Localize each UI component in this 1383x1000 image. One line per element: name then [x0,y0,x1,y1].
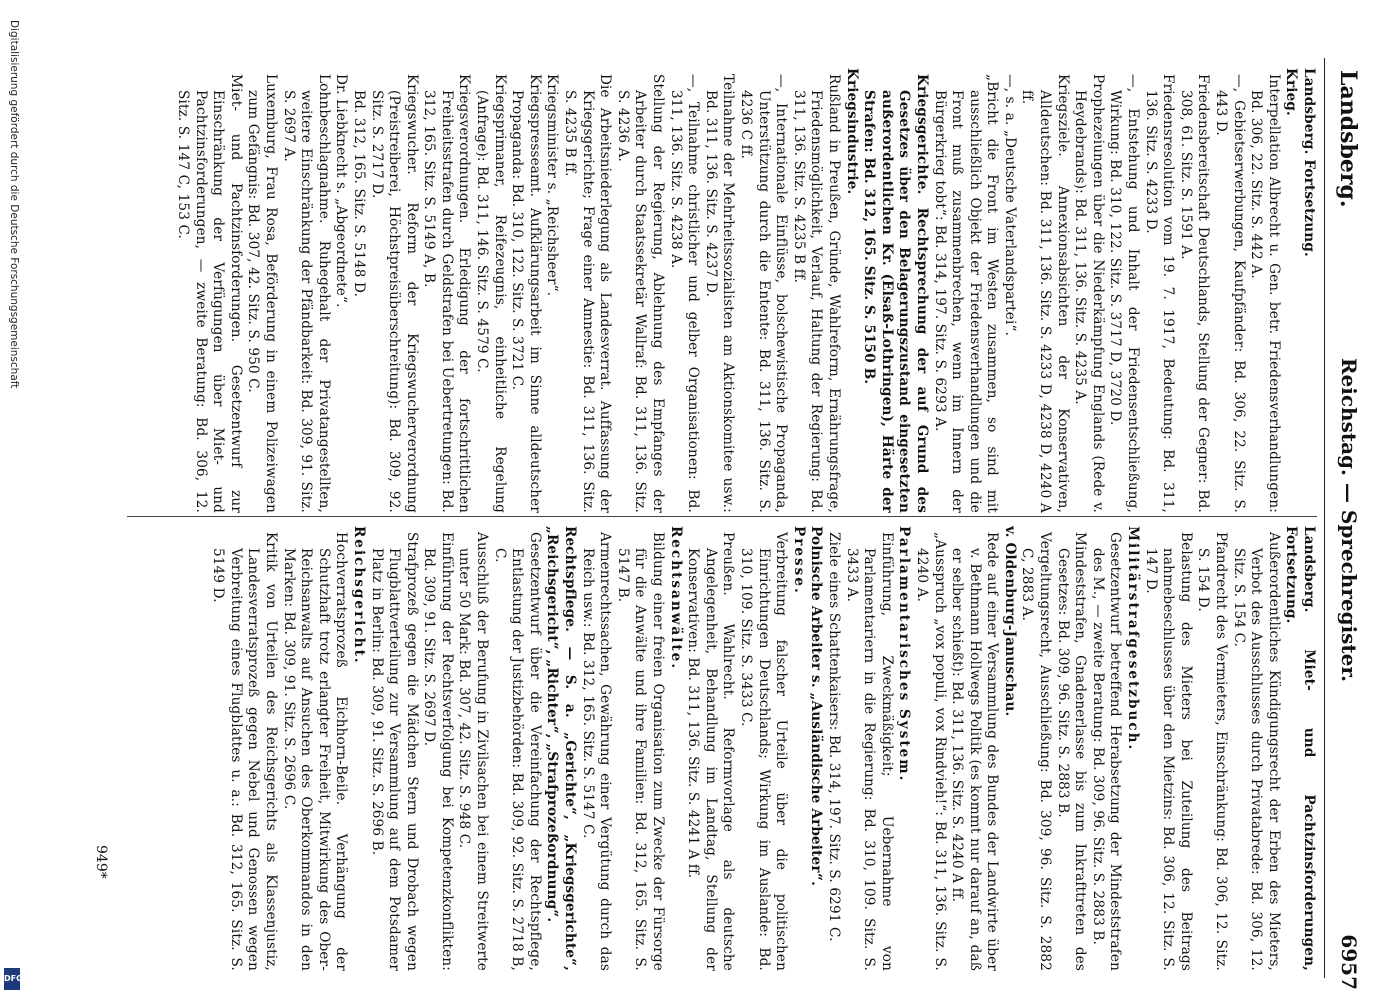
entry: Dr. Liebknecht s. „Abgeordnete“. [333,74,350,308]
entry: —, Internationale Einflüsse, bolschewistische Propaganda, Unterstützung durch die Entente: Bd. 311, 136. Sitz. S. 4236 C ff. [738,74,790,513]
entry: Kriegswucher. Reform der Kriegswucherverordnung (Preistreiberei, Höchstpreisüberschreitung): Bd. 309, 92. Sitz. S. 2717 D. [368,74,420,513]
entry: Lohnbeschlagnahme. Ruhegehalt der Privatangestellten, weitere Einschränkung der Pfändbarkeit: Bd. 309, 91. Sitz. S. 2697 A. [280,74,332,513]
entry: Kriegsverordnungen. Erledigung der fortschrittlichen Freiheitsstrafen durch Geldstrafen bei Uebertretungen: Bd. 312, 165. Sitz. S. 5149 A, B. [421,74,473,513]
entry: Strafprozeß gegen die Mädchen Stern und Drobach wegen Flugblattverteilung zur Versammlung auf dem Potsdamer Platz in Berlin: Bd. 309, 91. Sitz. S. 2696 B. [368,532,420,971]
entry: Reichsgericht. [350,526,367,665]
dfg-logo: DFG [4,968,20,990]
entry: Bildung einer freien Organisation zum Zwecke der Fürsorge für die Anwälte und ihre Familien: Bd. 312, 165. Sitz. S. 5147 B. [614,532,667,971]
entry: Einführung der Rechtsverfolgung bei Kompetenzkonflikten: Bd. 309, 91. Sitz. S. 2697 D. [421,532,455,971]
entry: Kriegsziele. Annexionsabsichten der Konservativen, Alldeutschen: Bd. 311, 136. Sitz. S. 4233 D, 4238 D, 4240 A ff. [1019,74,1071,513]
entry: Miet- und Pachtzinsforderungen. Gesetzentwurf zur Einschränkung der Verfügungen über Miet- und Pachtzinsforderungen, — zweite Beratung: Bd. 306, 12. Sitz. S. 147 C, 153 C. [175,74,244,513]
footer-mark: 949* [93,845,109,879]
entry: Landsberg. Fortsetzung. [1301,68,1317,257]
entry: Rußland in Preußen, Gründe, Wahlreform, Ernährungsfrage, Friedensmöglichkeit, Verlauf, Haltung der Regierung: Bd. 311, 136. Sitz. S. 4235 B ff. [790,74,842,513]
entry: Vergeltungsrecht, Ausschließung: Bd. 309, 96. Sitz. S. 2882 C, 2883 A. [1019,532,1054,971]
column-left [87,68,1317,513]
header-left: Landsberg. [1335,70,1361,208]
entry: Gesetzentwurf betreffend Herabsetzung der Mindeststrafen des M., — zweite Beratung: Bd. 309, 96. Sitz. S. 2883 B. [1089,532,1124,971]
entry: Polnische Arbeiter s. „Ausländische Arbeiter“. [808,526,825,886]
entry: Einführung, Zweckmäßigkeit; Uebernahme von Parlamentariern in die Regierung: Bd. 310, 109. Sitz. S. 3433 A. [843,532,895,971]
entry: —, Entstehung und Inhalt der Friedensentschließung, Wirkung: Bd. 310, 122. Sitz. S. 3717 D, 3720 D. [1107,74,1142,513]
entry: —, Gebietserwerbungen, Kaufpfänder: Bd. 306, 22. Sitz. S. 443 D. [1213,74,1247,513]
entry: Rechtsanwälte. [667,526,684,671]
entry: Pfandrecht des Vermieters, Einschränkung: Bd. 306, 12. Sitz. S. 154 D. [1195,532,1230,971]
entry: Kriegspresseamt. Aufklärungsarbeit im Sinne alldeutscher Propaganda: Bd. 310, 122. Sitz. S. 3721 C. [509,74,543,513]
entry: Verbreitung falscher Urteile über die politischen Einrichtungen Deutschlands; Wirkung im Auslande: Bd. 310, 109. Sitz. S. 3433 C. [738,532,790,971]
entry: Krieg. [1283,68,1300,116]
entry: Kriegsprimaner, Reifezeugnis, einheitliche Regelung (Anfrage): Bd. 311, 146. Sitz. S. 4579 C. [474,74,508,513]
entry: Preußen. Wahlrecht. Reformvorlage als deutsche Angelegenheit, Behandlung im Landtag, Stellung der Konservativen: Bd. 311, 136. Sitz. S. 4241 A ff. [685,532,737,971]
entry: Armenrechtssachen, Gewährung einer Vergütung durch das Reich usw.: Bd. 312, 165. Sitz. S. 5147 C. [579,532,614,971]
entry: Kriegsindustrie. [843,68,860,195]
entry: Prophezeiungen über die Niederkämpfung Englands (Rede v. Heydebrands): Bd. 311, 136. Sitz. S. 4235 A. [1072,74,1106,513]
column-divider [127,516,1317,517]
entry: Interpellation Albrecht u. Gen. betr. Friedensverhandlungen: Bd. 306, 22. Sitz. S. 442 A. [1248,74,1282,513]
entry: Landsberg. Miet- und Pachtzinsforderungen, Fortsetzung. [1283,526,1317,971]
entry: Stellung der Regierung, Ablehnung des Empfanges der Arbeiter durch Staatssekretär Wallraf: Bd. 311, 136. Sitz. S. 4236 A. [614,74,667,513]
entry: Ausschluß der Berufung in Zivilsachen bei einem Streitwerte unter 50 Mark: Bd. 307, 42. Sitz. S. 948 C. [456,532,491,971]
entry: Presse. [790,526,807,595]
entry: Ziele eines Schattenkaisers: Bd. 314, 197. Sitz. S. 6291 C. [825,532,842,942]
entry: Belastung des Mieters bei Zuteilung des Beitrags nahmebeschlusses über den Mietzins: Bd. 306, 12. Sitz. S. 147 D. [1142,532,1194,971]
entry: Kriegsgerichte. Rechtsprechung der auf Grund des Gesetzes über den Belagerungszustand eingesetzten außerordentlichen Kr. (Elsaß-Lothringen), Härte der Strafen: Bd. 312, 165. Sitz. S. 5150 B. [861,74,930,513]
entry: —, Teilnahme christlicher und gelber Organisationen: Bd. 311, 136. Sitz. S. 4238 A. [667,74,702,513]
entry: Friedensbereitschaft Deutschlands, Stellung der Gegner: Bd. 308, 61. Sitz. S. 1591 A. [1177,74,1212,513]
side-strip [0,10,24,990]
entry: Hochverratsprozeß Eichhorn-Beile. Verhängung der Schutzhaft trotz erlangter Freiheit, Mitwirkung des Ober-Reichsanwalts auf Ansuchen des Oberkommandos in den Marken: Bd. 309, 91. Sitz. S. 2696 C. [280,532,350,971]
digitization-note: Digitalisierung gefördert durch die Deutsche Forschungsgemeinschaft [8,20,20,389]
entry: Mindeststrafen, Gnadenerlasse bis zum Inkrafttreten des Gesetzes: Bd. 309, 96. Sitz. S. 2883 B. [1054,532,1089,971]
entry: v. Oldenburg-Januschau. [1001,526,1018,717]
entry: Rede auf einer Versammlung des Bundes der Landwirte über v. Bethmann Hollwegs Politik (es kommt nur darauf an, daß er selber schießt): Bd. 311, 136. Sitz. S. 4240 A ff. [949,532,1001,971]
entry: Luxemburg, Frau Rosa, Beförderung in einem Polizeiwagen zum Gefängnis: Bd. 307, 42. Sitz. S. 950 C. [245,74,279,513]
entry: „Bricht die Front im Westen zusammen, so sind mit ausschließlich Objekt der Friedensverhandlungen und die Front muß zusammenbrechen, wenn im Innern der Bürgerkrieg tobt“: Bd. 314, 197. Sitz. S. 6293 A. [931,74,1001,513]
entry: Teilnahme der Mehrheitssozialisten am Aktionskomitee usw.: Bd. 311, 136. Sitz. S. 4237 D. [702,74,737,513]
entry: Militärstrafgesetzbuch. [1125,526,1142,752]
entry: Parlamentarisches System. [896,526,913,783]
header-rule [1324,58,1325,978]
entry: Gesetzentwurf über die Vereinfachung der Rechtspflege, Entlastung der Justizbehörden: Bd. 309, 92. Sitz. S. 2718 B, C. [491,532,543,971]
entry: Die Arbeitsniederlegung als Landesverrat. Auffassung der Kriegsgerichte; Frage einer Amnestie: Bd. 311, 136. Sitz. S. 4235 B ff. [562,74,614,513]
page-header [1329,50,1365,990]
header-center: Reichstag. — Sprechregister. [1337,357,1361,683]
entry: Bd. 312, 165. Sitz. S. 5148 D. [350,90,367,298]
entry: Kritik von Urteilen des Reichsgerichts als Klassenjustiz, Landesverratsprozeß gegen Nebel und Genossen wegen Verbreitung eines Flugblattes u. a.: Bd. 312, 165. Sitz. S. 5149 D. [210,532,279,971]
entry: Friedensresolution vom 19. 7. 1917, Bedeutung: Bd. 311, 136. Sitz. S. 4233 D. [1142,74,1177,513]
entry: Kriegsminister s. „Reichsheer“. [544,74,561,297]
entry: „Ausspruch „vox populi, vox Rindvieh!“: Bd. 311, 136. Sitz. S. 4240 A. [913,532,948,971]
page-number: 6957 [1337,934,1361,990]
entry: Rechtspflege. — S. a. „Gerichte“, „Kriegsgerichte“, „Reichsgericht“, „Richter“, „Strafprozeßordnung“. [544,526,579,971]
entry: —, s. a. „Deutsche Vaterlandspartei“. [1001,74,1018,337]
entry: Außerordentliches Kündigungsrecht der Erben des Mieters, Verbot des Ausschlusses durch Privatabrede: Bd. 306, 12. Sitz. S. 154 C. [1230,532,1282,971]
column-right [87,526,1317,971]
